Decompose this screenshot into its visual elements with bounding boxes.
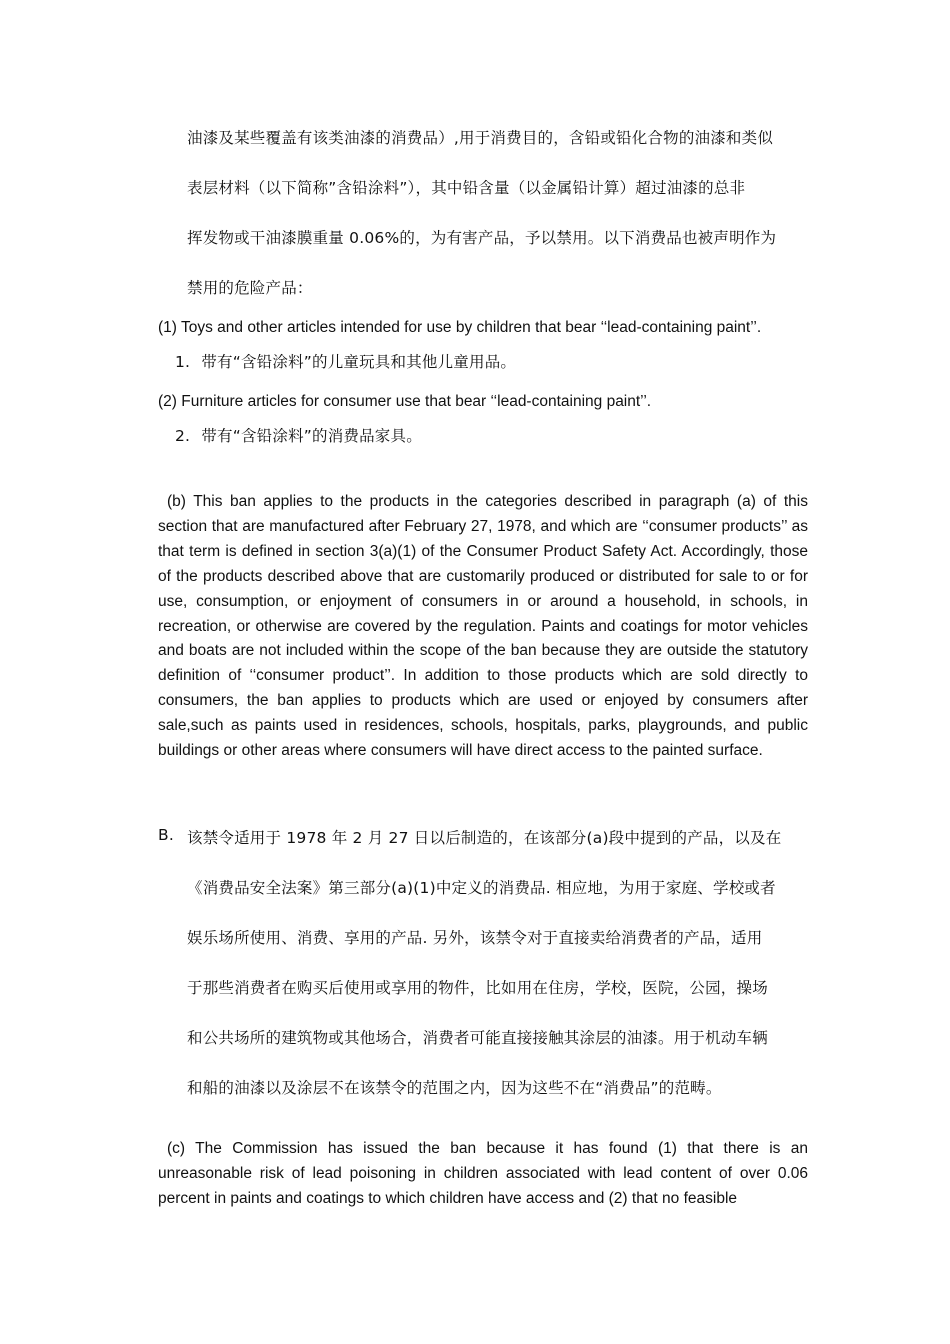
- para-b-zh-paragraph: [187, 826, 809, 1126]
- item-2-en: (2) Furniture articles for consumer use that bear ‘‘lead-containing paint’’.: [158, 393, 652, 410]
- para-c-en: (c) The Commission has issued the ban because it has found (1) that there is an unreasonable risk of lead poisoning in children associated with lead content of over 0.06 percent in paints and coatings to which children have access and (2) that no feasible: [158, 1140, 808, 1207]
- para-b-zh-label: B.: [158, 826, 174, 844]
- intro-zh-line: 挥发物或干油漆膜重量 0.06%的，为有害产品，予以禁用。以下消费品也被声明作为: [187, 229, 777, 247]
- item-1-en: (1) Toys and other articles intended for use by children that bear ‘‘lead-containing paint’’.: [158, 319, 762, 336]
- para-b-zh-line: 和公共场所的建筑物或其他场合，消费者可能直接接触其涂层的油漆。用于机动车辆: [187, 1029, 768, 1047]
- intro-zh-line: 表层材料（以下简称”含铅涂料”），其中铅含量（以金属铅计算）超过油漆的总非: [187, 179, 746, 197]
- intro-zh-line: 油漆及某些覆盖有该类油漆的消费品）,用于消费目的，含铅或铅化合物的油漆和类似: [187, 129, 774, 147]
- item-2-zh-text: 带有“含铅涂料”的消费品家具。: [201, 427, 422, 445]
- para-b-en: (b) This ban applies to the products in the categories described in paragraph (a) of this section that are manufactured after February 27, 1978, and which are ‘‘consumer products’’ as that term is defined in section 3(a)(1) of the Consumer Product Safety Act. Accordingly, those of the products described above that are customarily produced or distributed for sale to or for use, consumption, or enjoyment of consumers in or around a household, in schools, in recreation, or otherwise are covered by the regulation. Paints and coatings for motor vehicles and boats are not included within the scope of the ban because they are outside the statutory definition of ‘‘consumer product’’. In addition to those products which are sold directly to consumers, the ban applies to products which are used or enjoyed by consumers after sale,such as paints used in residences, schools, hospitals, parks, playgrounds, and public buildings or other areas where consumers will have direct access to the painted surface.: [158, 493, 808, 760]
- item-2-number: 2.: [175, 427, 191, 445]
- para-b-zh-line: 娱乐场所使用、消费、享用的产品. 另外，该禁令对于直接卖给消费者的产品，适用: [187, 929, 763, 947]
- para-b-zh-line: 于那些消费者在购买后使用或享用的物件，比如用在住房，学校，医院，公园，操场: [187, 979, 768, 997]
- item-2-zh: [175, 426, 422, 446]
- intro-zh-line: 禁用的危险产品：: [187, 279, 313, 297]
- item-1-zh-text: 带有“含铅涂料”的儿童玩具和其他儿童用品。: [201, 353, 517, 371]
- para-b-zh-line: 该禁令适用于 1978 年 2 月 27 日以后制造的，在该部分(a)段中提到的产品，以及在: [187, 829, 782, 847]
- para-b-zh-line: 《消费品安全法案》第三部分(a)(1)中定义的消费品. 相应地，为用于家庭、学校或者: [187, 879, 776, 897]
- para-b-zh-line: 和船的油漆以及涂层不在该禁令的范围之内，因为这些不在“消费品”的范畴。: [187, 1079, 722, 1097]
- intro-zh-paragraph: [187, 126, 809, 326]
- item-1-zh: [175, 352, 516, 372]
- item-1-number: 1.: [175, 353, 191, 371]
